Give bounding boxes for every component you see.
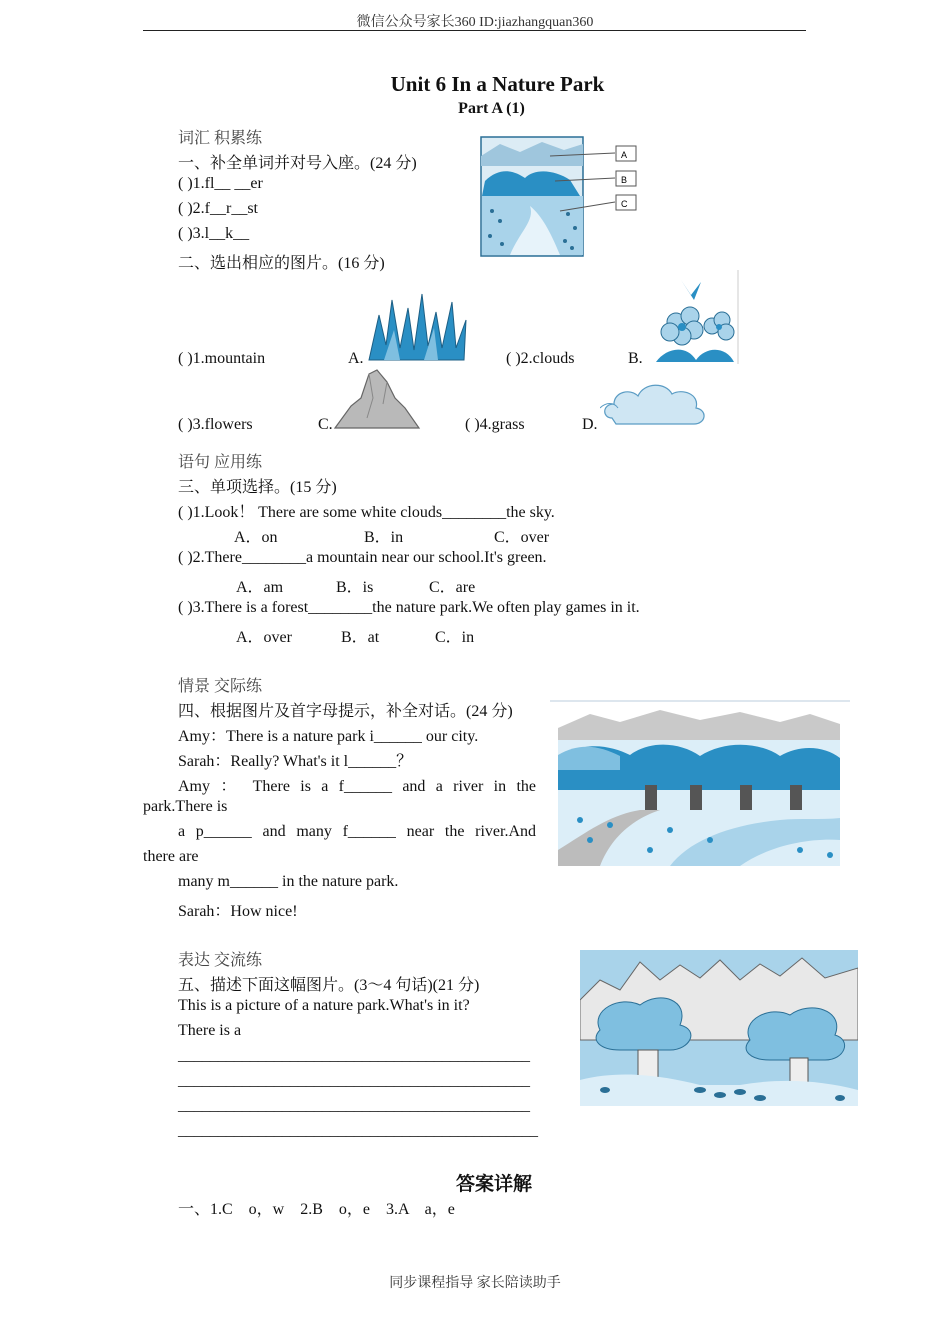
q2-heading: 二、选出相应的图片。(16 分) [178, 255, 385, 272]
section-label-vocab: 词汇 积累练 [178, 130, 263, 147]
q2-option-c: C. [318, 416, 333, 433]
q3-q1-option-a: A．on [234, 529, 278, 546]
section-label-sentence: 语句 应用练 [178, 454, 263, 471]
q5-nature-park-picture [580, 950, 858, 1106]
mountain-picture [333, 368, 421, 430]
clouds-picture [600, 378, 710, 430]
q4-nature-park-picture [550, 700, 850, 866]
q4-line-5: a p______ and many f______ near the river.And [178, 823, 536, 840]
q3-q1-option-b: B．in [364, 529, 404, 546]
section-label-situation: 情景 交际练 [178, 678, 263, 695]
q2-option-a: A. [348, 350, 364, 367]
q2-item-clouds: ( )2.clouds [506, 350, 575, 367]
q5-answer-line-4[interactable]: _____________________________________________ [178, 1122, 538, 1139]
q1-item-1: ( )1.fl__ __er [178, 175, 263, 192]
q4-line-7: many m______ in the nature park. [178, 873, 399, 890]
q3-q2-option-a: A．am [236, 579, 284, 596]
q4-line-4: park.There is [143, 798, 228, 815]
q2-option-b: B. [628, 350, 643, 367]
label-b: B [621, 175, 628, 185]
q5-answer-line-3[interactable]: ____________________________________________ [178, 1097, 530, 1114]
grass-picture [364, 290, 470, 362]
q3-q2-option-c: C．are [429, 579, 476, 596]
answers-title: 答案详解 [455, 1174, 532, 1195]
q4-line-3: Amy ： There is a f______ and a river in the [178, 778, 536, 795]
q3-q3-option-c: C．in [435, 629, 475, 646]
q4-line-6: there are [143, 848, 199, 865]
q5-heading: 五、描述下面这幅图片。(3～4 句话)(21 分) [178, 977, 480, 994]
q5-line-2: There is a [178, 1022, 242, 1039]
flowers-picture [646, 270, 740, 364]
q4-heading: 四、根据图片及首字母提示，补全对话。(24 分) [178, 703, 513, 720]
q1-heading: 一、补全单词并对号入座。(24 分) [178, 155, 417, 172]
header-rule [143, 30, 806, 31]
q3-heading: 三、单项选择。(15 分) [178, 479, 337, 496]
label-c: C [621, 199, 628, 209]
q5-line-1: This is a picture of a nature park.What's in it? [178, 997, 470, 1014]
q5-answer-line-1[interactable]: ____________________________________________ [178, 1047, 530, 1064]
q5-answer-line-2[interactable]: ____________________________________________ [178, 1072, 530, 1089]
page-header: 微信公众号家长360 ID:jiazhangquan360 [356, 15, 594, 30]
q3-q2-option-b: B．is [336, 579, 374, 596]
q3-q1-option-c: C．over [494, 529, 550, 546]
q4-line-1: Amy：There is a nature park i______ our city. [178, 728, 479, 745]
q4-line-2: Sarah：Really? What's it l______？ [178, 753, 413, 770]
q4-line-8: Sarah：How nice! [178, 903, 298, 920]
page-subtitle: Part A (1) [458, 100, 525, 117]
q3-q3-option-a: A．over [236, 629, 292, 646]
q2-item-grass: ( )4.grass [465, 416, 525, 433]
q2-item-mountain: ( )1.mountain [178, 350, 266, 367]
q1-item-2: ( )2.f__r__st [178, 200, 258, 217]
q3-question-2: ( )2.There________a mountain near our school.It's green. [178, 549, 547, 566]
q1-nature-picture [480, 136, 640, 258]
q3-question-3: ( )3.There is a forest________the nature park.We often play games in it. [178, 599, 640, 616]
q2-item-flowers: ( )3.flowers [178, 416, 253, 433]
q2-option-d: D. [582, 416, 598, 433]
page-title: Unit 6 In a Nature Park [390, 72, 605, 96]
q3-q3-option-b: B．at [341, 629, 380, 646]
section-label-expression: 表达 交流练 [178, 952, 263, 969]
q3-question-1: ( )1.Look！ There are some white clouds________the sky. [178, 504, 555, 521]
page-footer: 同步课程指导 家长陪读助手 [389, 1276, 561, 1291]
label-a: A [621, 150, 628, 160]
q1-item-3: ( )3.l__k__ [178, 225, 250, 242]
answers-line-1: 一、1.C o，w 2.B o，e 3.A a，e [178, 1201, 455, 1218]
